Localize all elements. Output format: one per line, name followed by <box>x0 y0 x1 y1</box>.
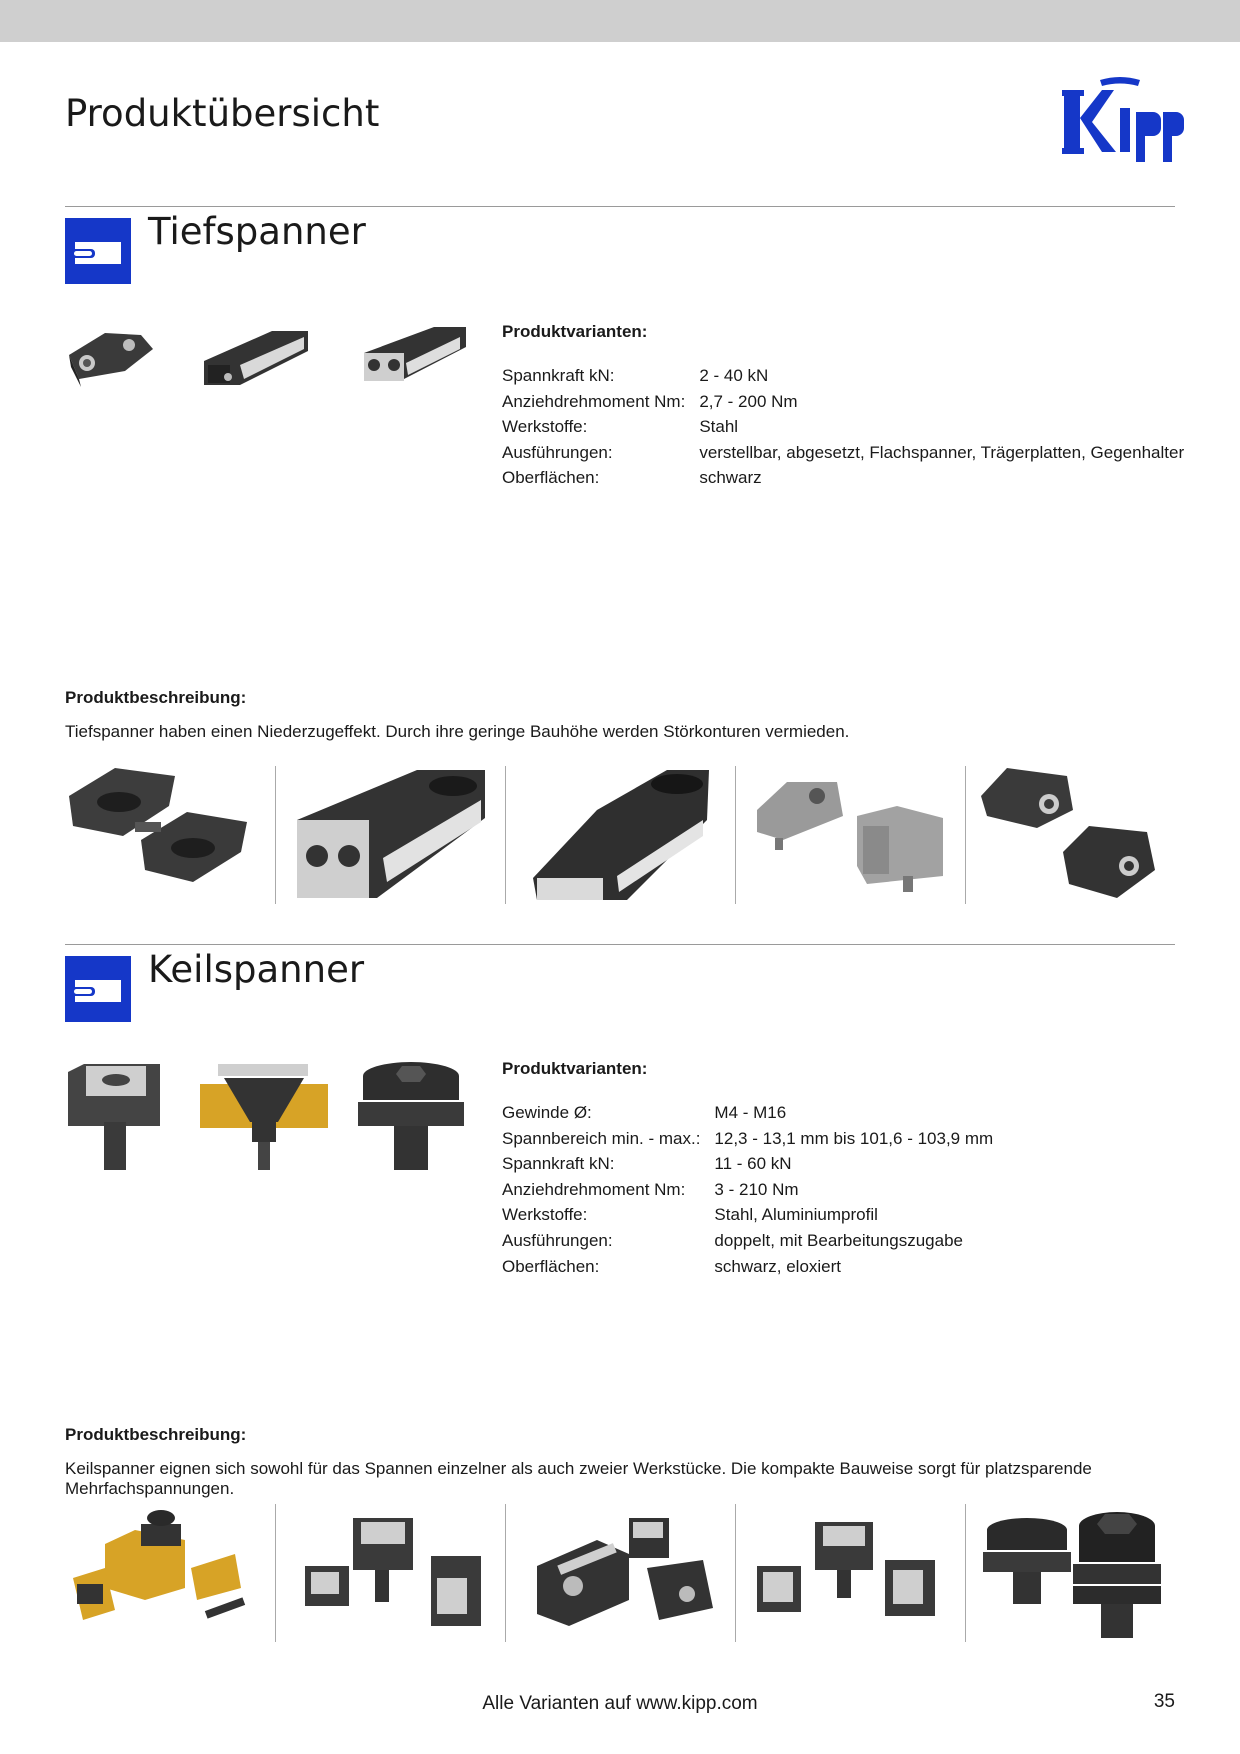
clamp-symbol-icon <box>65 218 131 284</box>
variant-value: 2 - 40 kN <box>699 366 769 385</box>
gallery-divider <box>965 766 966 904</box>
gallery-image <box>287 1504 497 1642</box>
page-title: Produktübersicht <box>65 92 380 135</box>
variants-table <box>502 366 1184 494</box>
table-row <box>502 366 1184 392</box>
variant-key: Spannkraft kN: <box>502 1154 615 1174</box>
variant-key: Werkstoffe: <box>502 417 588 437</box>
gallery-image <box>287 766 497 904</box>
section-title: Tiefspanner <box>148 210 366 253</box>
variant-key: Spannbereich min. - max.: <box>502 1128 701 1148</box>
gallery-image <box>977 766 1175 904</box>
gallery-divider <box>965 1504 966 1642</box>
gallery-image <box>65 766 265 904</box>
table-row <box>502 1103 993 1129</box>
gallery-divider <box>505 1504 506 1642</box>
variant-key: Anziehdrehmoment Nm: <box>502 1179 686 1199</box>
product-variants <box>502 1059 993 1282</box>
gallery-divider <box>735 766 736 904</box>
product-description <box>65 688 849 742</box>
variant-key: Ausführungen: <box>502 442 613 462</box>
table-row <box>502 468 1184 494</box>
section-icon <box>65 956 131 1022</box>
gallery-image <box>747 1504 947 1642</box>
product-image <box>64 1062 164 1172</box>
section-title: Keilspanner <box>148 948 365 991</box>
section-icon <box>65 218 131 284</box>
product-image <box>354 1060 468 1172</box>
table-row <box>502 1180 993 1206</box>
gallery-image <box>977 1504 1175 1642</box>
clamp-symbol-icon <box>65 956 131 1022</box>
gallery-divider <box>275 766 276 904</box>
variant-value: doppelt, mit Bearbeitungszugabe <box>714 1230 963 1250</box>
variants-heading: Produktvarianten: <box>502 1059 648 1078</box>
product-gallery <box>65 766 1175 904</box>
variant-value: M4 - M16 <box>714 1103 787 1122</box>
product-variants <box>502 322 1184 494</box>
variant-value: 12,3 - 13,1 mm bis 101,6 - 103,9 mm <box>714 1128 994 1148</box>
product-image <box>198 1062 330 1172</box>
variant-key: Anziehdrehmoment Nm: <box>502 391 686 411</box>
page-number: 35 <box>1153 1691 1175 1712</box>
table-row <box>502 1257 993 1283</box>
footer-text: Alle Varianten auf www.kipp.com <box>482 1693 758 1714</box>
gallery-image <box>747 766 947 904</box>
description-heading: Produktbeschreibung: <box>65 688 247 707</box>
variant-value: schwarz, eloxiert <box>714 1256 842 1276</box>
top-bar <box>0 0 1240 42</box>
variant-value: Stahl <box>699 417 739 437</box>
variant-value: verstellbar, abgesetzt, Flachspanner, Trägerplatten, Gegenhalter <box>699 442 1185 462</box>
gallery-divider <box>275 1504 276 1642</box>
section-divider <box>65 944 1175 945</box>
table-row <box>502 417 1184 443</box>
variant-value: 2,7 - 200 Nm <box>699 391 798 411</box>
gallery-image <box>517 766 727 904</box>
variant-key: Werkstoffe: <box>502 1205 588 1225</box>
gallery-divider <box>505 766 506 904</box>
description-text: Tiefspanner haben einen Niederzugeffekt. Durch ihre geringe Bauhöhe werden Störkonturen vermieden. <box>65 722 850 741</box>
section-divider <box>65 206 1175 207</box>
product-image <box>360 323 470 393</box>
table-row <box>502 1231 993 1257</box>
variant-key: Gewinde Ø: <box>502 1103 592 1122</box>
product-image <box>200 325 312 395</box>
variant-value: 11 - 60 kN <box>714 1154 792 1174</box>
variant-value: Stahl, Aluminiumprofil <box>714 1205 878 1225</box>
table-row <box>502 1205 993 1231</box>
description-heading: Produktbeschreibung: <box>65 1425 247 1444</box>
gallery-divider <box>735 1504 736 1642</box>
description-text: Keilspanner eignen sich sowohl für das Spannen einzelner als auch zweier Werkstücke. Die kompakte Bauweise sorgt für platzsparende Mehrfachspannungen. <box>65 1459 1092 1498</box>
table-row <box>502 1129 993 1155</box>
variants-heading: Produktvarianten: <box>502 322 648 341</box>
gallery-image <box>517 1504 727 1642</box>
product-gallery <box>65 1504 1175 1642</box>
variants-table <box>502 1103 993 1282</box>
table-row <box>502 443 1184 469</box>
table-row <box>502 1154 993 1180</box>
kipp-logo <box>1062 74 1184 166</box>
variant-key: Oberflächen: <box>502 468 600 488</box>
variant-key: Oberflächen: <box>502 1256 600 1276</box>
product-description <box>65 1425 1240 1499</box>
product-image <box>65 325 157 395</box>
variant-value: 3 - 210 Nm <box>714 1179 799 1199</box>
variant-value: schwarz <box>699 468 762 488</box>
gallery-image <box>65 1504 265 1642</box>
variant-key: Spannkraft kN: <box>502 366 615 385</box>
table-row <box>502 392 1184 418</box>
variant-key: Ausführungen: <box>502 1230 613 1250</box>
